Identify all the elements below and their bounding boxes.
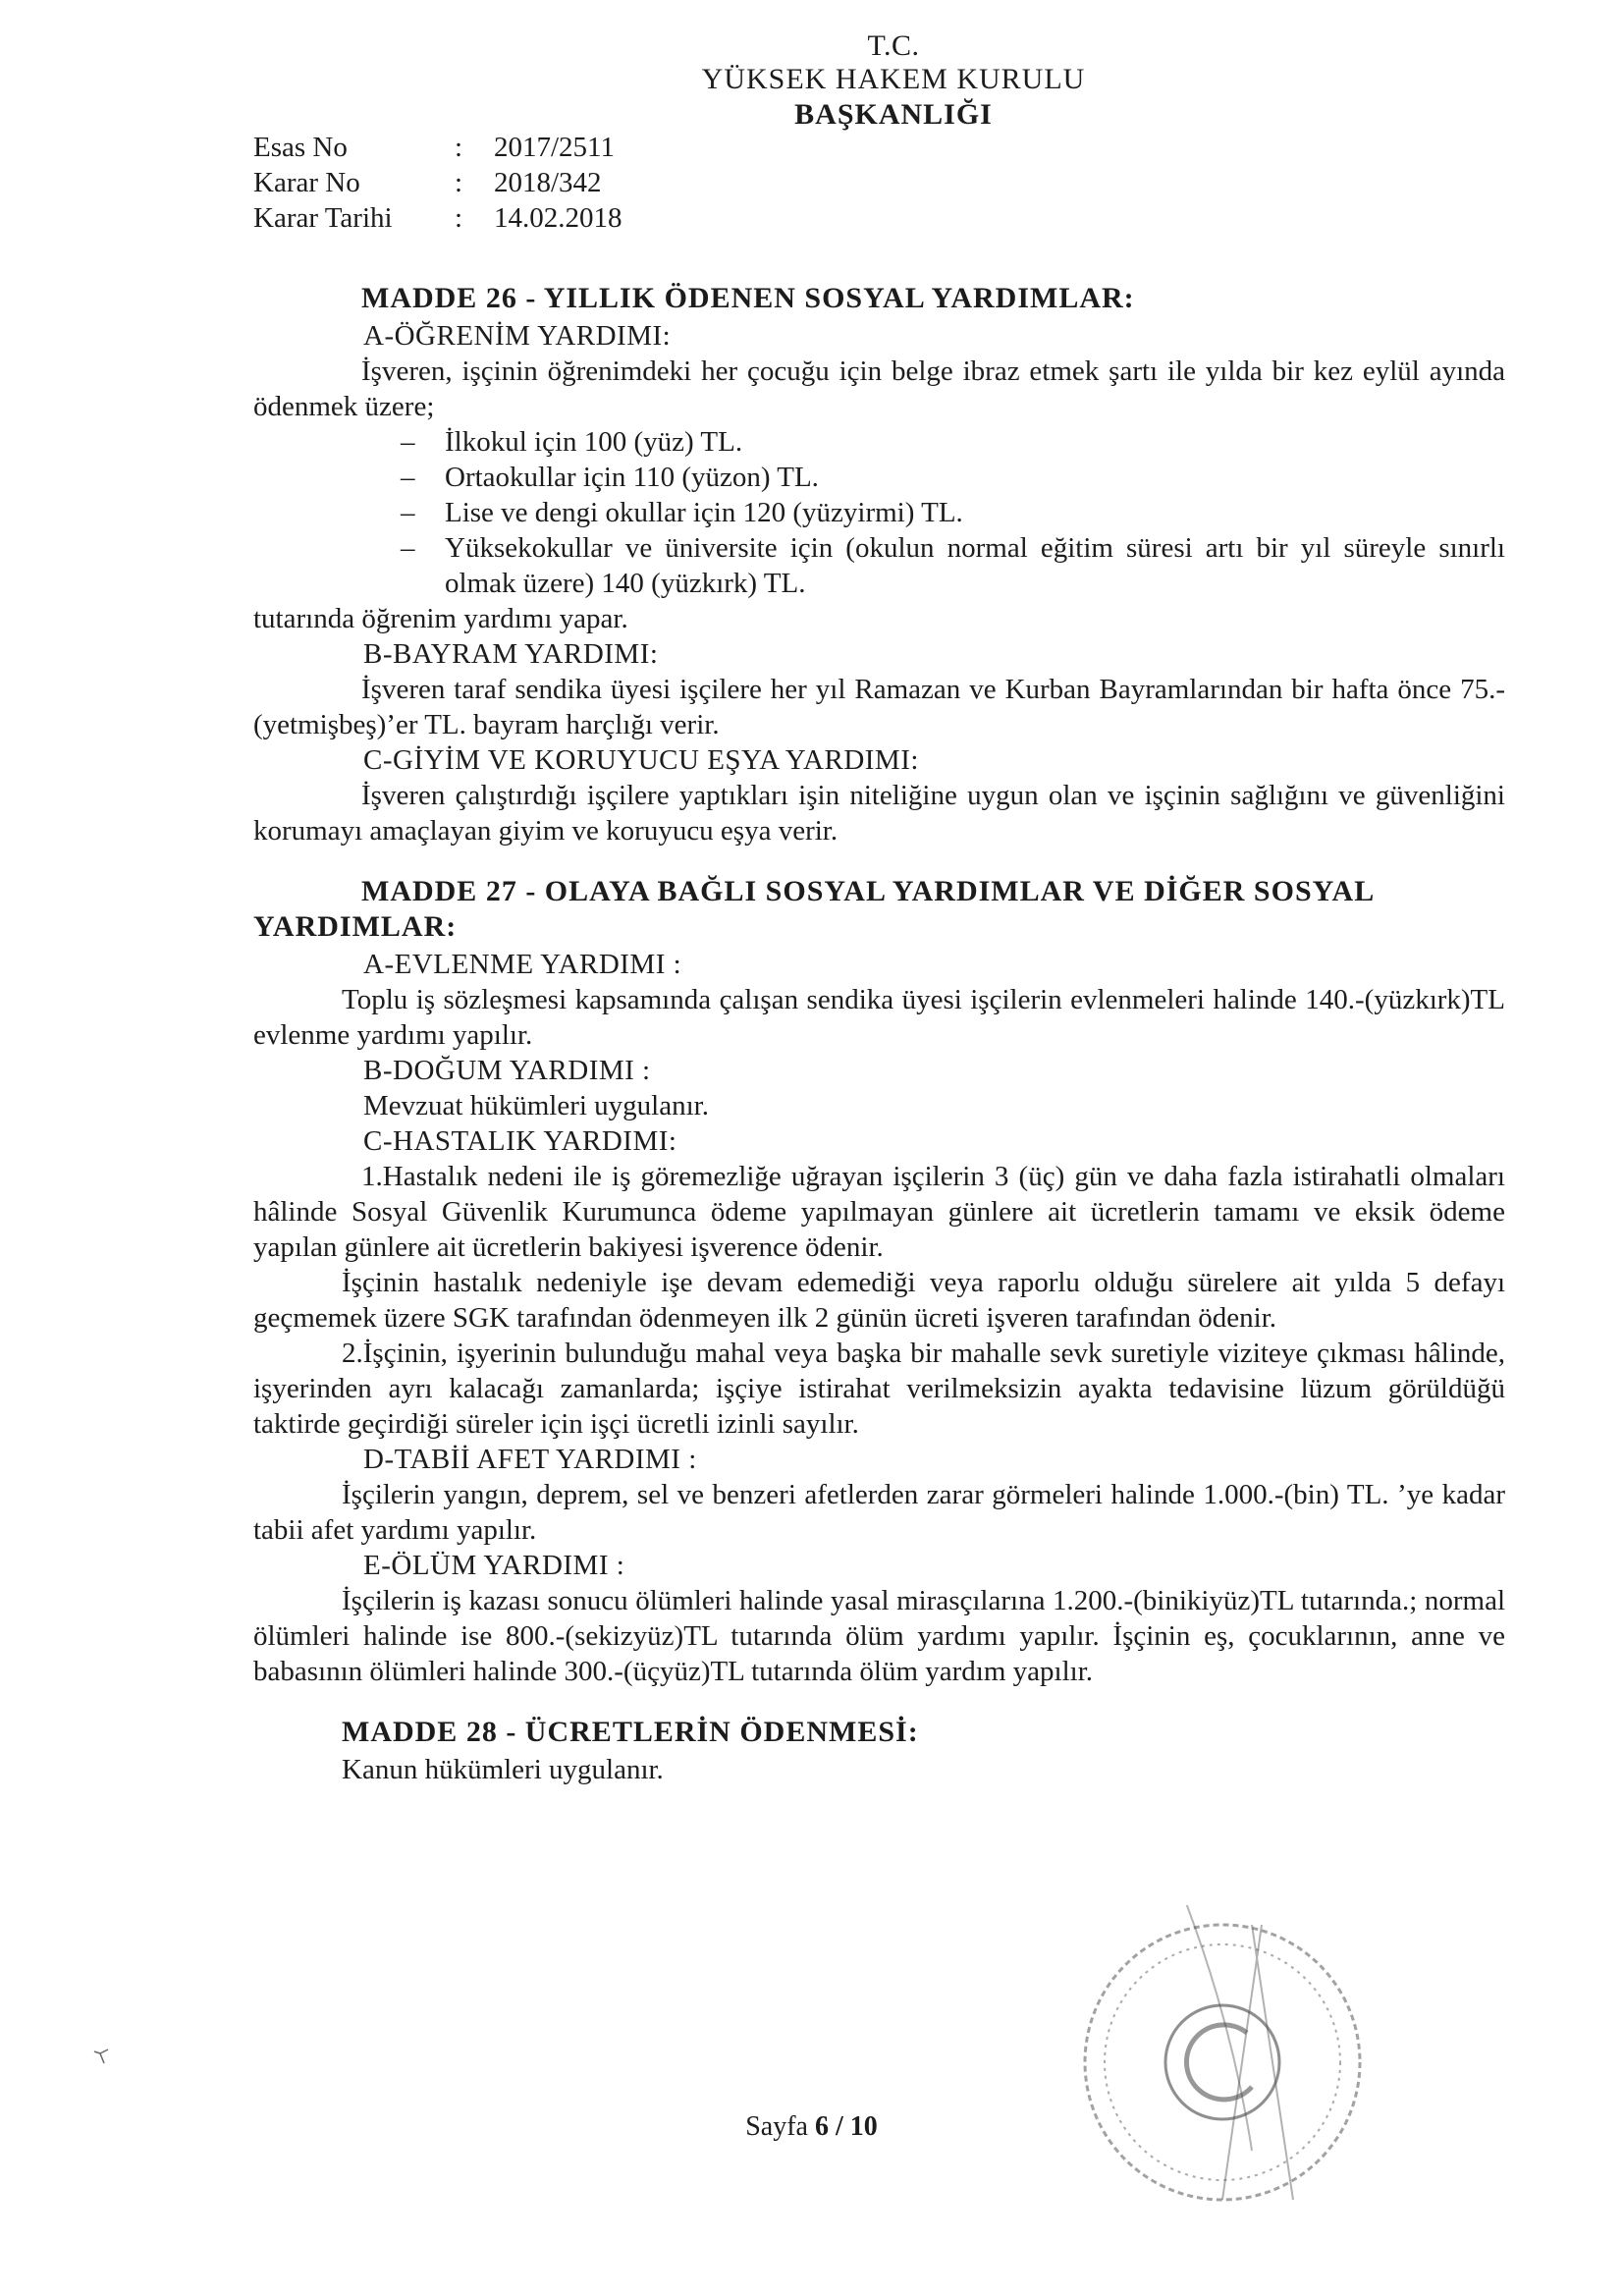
- list-item: – İlkokul için 100 (yüz) TL.: [401, 424, 1505, 460]
- article-27-title: MADDE 27 - OLAYA BAĞLI SOSYAL YARDIMLAR VE DİĞER SOSYAL YARDIMLAR:: [253, 875, 1374, 943]
- article-28-text: Kanun hükümleri uygulanır.: [342, 1754, 664, 1785]
- list-item: – Ortaokullar için 110 (yüzon) TL.: [401, 460, 1505, 495]
- article-26-title: MADDE 26 - YILLIK ÖDENEN SOSYAL YARDIMLAR:: [361, 282, 1135, 314]
- illness-paragraph-1: 1.Hastalık nedeni ile iş göremezliğe uğrayan işçilerin 3 (üç) gün ve daha fazla istirahatli olmaları hâlinde Sosyal Güvenlik Kurumunca ödeme yapılmayan günlere ait ücretlerin tamamı ve eksik ödeme yapılan günlere ait ücretlerin bakiyesi işverence ödenir.: [253, 1161, 1505, 1263]
- meta-row-tarih: [253, 200, 622, 236]
- document-body: [253, 281, 1505, 1787]
- meta-value: 2018/342: [494, 167, 602, 198]
- list-item: – Lise ve dengi okullar için 120 (yüzyirmi) TL.: [401, 495, 1505, 530]
- section-b-text: İşveren taraf sendika üyesi işçilere her yıl Ramazan ve Kurban Bayramlarından bir hafta önce 75.-(yetmişbeş)’er TL. bayram harçlığı verir.: [253, 674, 1505, 740]
- section-a-text: İşveren, işçinin öğrenimdeki her çocuğu için belge ibraz etmek şartı ile yılda bir kez eylül ayında ödenmek üzere;: [253, 355, 1505, 422]
- education-aid-list: [253, 424, 1505, 601]
- section-a-title: A-ÖĞRENİM YARDIMI:: [363, 320, 672, 352]
- section-a-title: A-EVLENME YARDIMI :: [363, 949, 682, 980]
- margin-mark-icon: [90, 2046, 114, 2069]
- section-a-tail: tutarında öğrenim yardımı yapar.: [253, 603, 628, 634]
- meta-sep: :: [455, 132, 463, 163]
- section-b-title: B-DOĞUM YARDIMI :: [363, 1055, 651, 1086]
- meta-value: 2017/2511: [494, 132, 615, 163]
- page-sep: /: [835, 2111, 843, 2142]
- meta-sep: :: [455, 167, 463, 198]
- section-b-text: Mevzuat hükümleri uygulanır.: [363, 1090, 709, 1121]
- page-current: 6: [814, 2111, 829, 2142]
- list-item: – Yüksekokullar ve üniversite için (okulun normal eğitim süresi artı bir yıl süreyle sınırlı olmak üzere) 140 (yüzkırk) TL.: [401, 530, 1505, 601]
- page-total: 10: [849, 2111, 878, 2142]
- section-c-title: C-HASTALIK YARDIMI:: [363, 1125, 677, 1157]
- section-c-title: C-GİYİM VE KORUYUCU EŞYA YARDIMI:: [363, 744, 919, 776]
- meta-key: Esas No: [253, 132, 348, 163]
- header-department: BAŞKANLIĞI: [794, 98, 993, 131]
- article-28-title: MADDE 28 - ÜCRETLERİN ÖDENMESİ:: [342, 1716, 919, 1748]
- official-stamp-icon: [1065, 1905, 1380, 2219]
- header-tc: T.C.: [867, 29, 920, 62]
- header-institution: YÜKSEK HAKEM KURULU: [701, 63, 1086, 95]
- meta-row-karar: [253, 165, 622, 200]
- case-meta: [253, 130, 622, 236]
- meta-value: 14.02.2018: [494, 202, 622, 234]
- meta-sep: :: [455, 202, 463, 234]
- page-label: Sayfa: [745, 2111, 808, 2142]
- section-d-text: İşçilerin yangın, deprem, sel ve benzeri afetlerden zarar görmeleri halinde 1.000.-(bin) TL. ’ye kadar tabii afet yardımı yapılır.: [253, 1479, 1505, 1546]
- illness-paragraph-2: İşçinin hastalık nedeniyle işe devam edemediği veya raporlu olduğu sürelere ait yılda 5 defayı geçmemek üzere SGK tarafından ödenmeyen ilk 2 günün ücreti işveren tarafından ödenir.: [253, 1267, 1505, 1334]
- meta-key: Karar Tarihi: [253, 202, 393, 234]
- illness-paragraph-3: 2.İşçinin, işyerinin bulunduğu mahal veya başka bir mahalle sevk suretiyle viziteye çıkması hâlinde, işyerinden ayrı kalacağı zamanlarda; işçiye istirahat verilmeksizin ayakta tedavisine lüzum görüldüğü taktirde geçirdiği süreler için işçi ücretli izinli sayılır.: [253, 1338, 1505, 1440]
- section-e-text: İşçilerin iş kazası sonucu ölümleri halinde yasal mirasçılarına 1.200.-(binikiyüz)TL tutarında.; normal ölümleri halinde ise 800.-(sekizyüz)TL tutarında ölüm yardımı yapılır. İşçinin eş, çocuklarının, anne ve babasının ölümleri halinde 300.-(üçyüz)TL tutarında ölüm yardım yapılır.: [253, 1585, 1505, 1687]
- meta-key: Karar No: [253, 167, 360, 198]
- section-c-text: İşveren çalıştırdığı işçilere yaptıkları işin niteliğine uygun olan ve işçinin sağlığını ve güvenliğini korumayı amaçlayan giyim ve koruyucu eşya verir.: [253, 780, 1505, 847]
- section-e-title: E-ÖLÜM YARDIMI :: [363, 1550, 625, 1581]
- section-d-title: D-TABİİ AFET YARDIMI :: [363, 1444, 697, 1475]
- page-number: [0, 2111, 1623, 2143]
- section-b-title: B-BAYRAM YARDIMI:: [363, 638, 659, 670]
- section-a-text: Toplu iş sözleşmesi kapsamında çalışan sendika üyesi işçilerin evlenmeleri halinde 140.-(yüzkırk)TL evlenme yardımı yapılır.: [253, 984, 1505, 1051]
- meta-row-esas: [253, 130, 622, 165]
